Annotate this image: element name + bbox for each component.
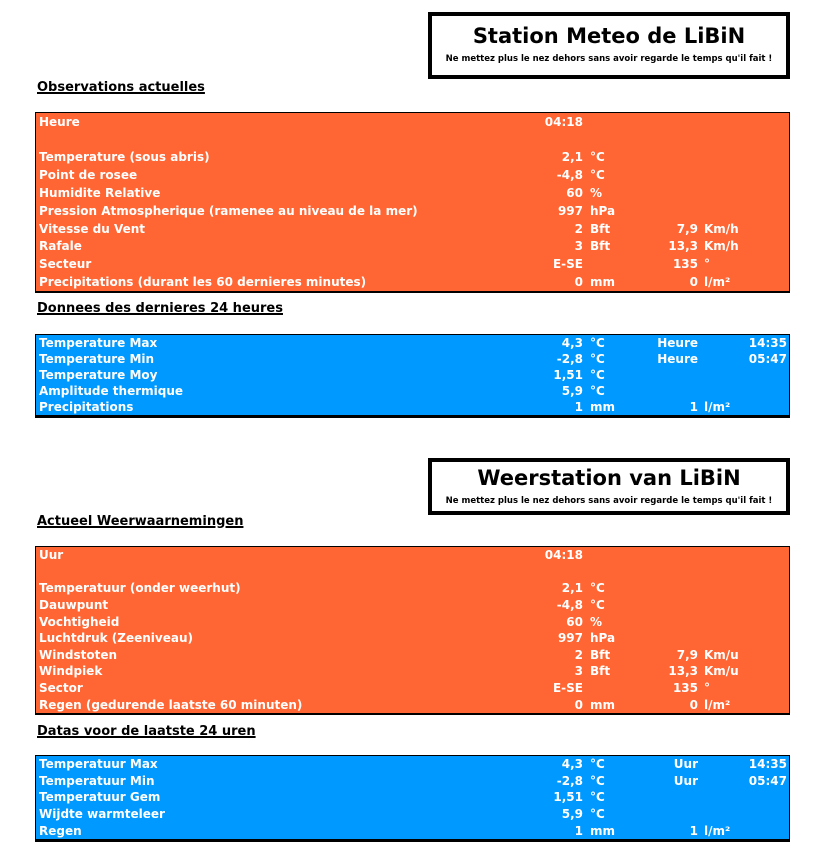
row-label: Temperature Moy <box>39 368 158 382</box>
row-unit: °C <box>590 757 605 772</box>
row-value: 04:18 <box>544 114 583 129</box>
row-label: Uur <box>39 548 64 563</box>
row-value: -4,8 <box>556 168 583 183</box>
row-value-2: 13,3 <box>668 239 698 254</box>
row-value: 60 <box>566 614 583 629</box>
row-label: Temperatuur Max <box>39 757 158 772</box>
station-subtitle-fr: Ne mettez plus le nez dehors sans avoir regarde le temps qu'il fait ! <box>445 54 773 64</box>
table-row <box>36 273 789 291</box>
row-value: 1 <box>574 823 583 838</box>
row-value-2: 0 <box>689 697 698 712</box>
row-unit: mm <box>590 697 616 712</box>
row-unit: °C <box>590 352 605 366</box>
row-unit: mm <box>590 400 616 414</box>
row-value: -2,8 <box>556 773 583 788</box>
station-banner-nl <box>428 458 790 515</box>
row-unit: °C <box>590 790 605 805</box>
table-observations-actuelles <box>35 112 790 293</box>
row-unit: °C <box>590 336 605 350</box>
table-row <box>36 580 789 597</box>
row-label: Temperature Max <box>39 336 158 350</box>
table-row <box>36 547 789 564</box>
row-label: Temperatuur (onder weerhut) <box>39 581 241 596</box>
row-value: 5,9 <box>561 384 583 398</box>
row-label: Humidite Relative <box>39 186 161 201</box>
table-donnees-24-heures <box>35 334 790 418</box>
station-title-nl: Weerstation van LiBiN <box>477 466 741 490</box>
row-value-2: 13,3 <box>668 664 698 679</box>
row-value: 3 <box>574 664 583 679</box>
row-value: 1,51 <box>553 790 583 805</box>
row-value-2: 135 <box>672 681 698 696</box>
station-banner-fr <box>428 12 790 79</box>
row-value-2: 7,9 <box>676 221 698 236</box>
row-label: Regen (gedurende laatste 60 minuten) <box>39 697 303 712</box>
row-value: 4,3 <box>561 336 583 350</box>
row-unit: °C <box>590 150 605 165</box>
heading-actueel-weerwaarnemingen: Actueel Weerwaarnemingen <box>37 514 244 529</box>
row-unit: °C <box>590 773 605 788</box>
row-label: Temperature Min <box>39 352 155 366</box>
row-value-2: Heure <box>657 336 698 350</box>
row-unit-2: Km/h <box>704 239 739 254</box>
row-value: -2,8 <box>556 352 583 366</box>
row-value-2: 7,9 <box>676 647 698 662</box>
row-value: 2,1 <box>561 150 583 165</box>
row-unit-2: Km/u <box>704 647 739 662</box>
row-label: Temperature (sous abris) <box>39 150 210 165</box>
table-row <box>36 220 789 238</box>
table-row <box>36 789 789 806</box>
row-label: Temperatuur Min <box>39 773 155 788</box>
table-row <box>36 630 789 647</box>
row-value: 997 <box>557 631 583 646</box>
row-unit: hPa <box>590 631 616 646</box>
row-label: Wijdte warmteleer <box>39 807 165 822</box>
row-unit: % <box>590 186 603 201</box>
row-label: Amplitude thermique <box>39 384 184 398</box>
heading-donnees-24-heures: Donnees des dernieres 24 heures <box>37 301 283 316</box>
row-label: Vochtigheid <box>39 614 120 629</box>
row-value: 60 <box>566 186 583 201</box>
row-unit-2: l/m² <box>704 697 731 712</box>
row-label: Windstoten <box>39 647 118 662</box>
row-unit: Bft <box>590 221 611 236</box>
row-value: 5,9 <box>561 807 583 822</box>
row-unit-2: ° <box>704 257 710 272</box>
row-time: 05:47 <box>748 352 787 366</box>
row-value-2: 135 <box>672 257 698 272</box>
row-label: Dauwpunt <box>39 598 109 613</box>
table-datas-laatste-24-uren <box>35 755 790 842</box>
row-label: Precipitations <box>39 400 134 414</box>
table-row <box>36 131 789 149</box>
row-unit: % <box>590 614 603 629</box>
row-unit-2: Km/h <box>704 221 739 236</box>
row-value: 4,3 <box>561 757 583 772</box>
table-row <box>36 202 789 220</box>
row-label: Sector <box>39 681 83 696</box>
row-value: 2,1 <box>561 581 583 596</box>
row-unit: mm <box>590 275 616 290</box>
row-value: -4,8 <box>556 598 583 613</box>
row-label: Temperatuur Gem <box>39 790 161 805</box>
table-row <box>36 613 789 630</box>
row-unit: Bft <box>590 647 611 662</box>
station-subtitle-nl: Ne mettez plus le nez dehors sans avoir regarde le temps qu'il fait ! <box>445 496 773 506</box>
row-label: Luchtdruk (Zeeniveau) <box>39 631 193 646</box>
row-value-2: Uur <box>673 757 698 772</box>
row-value: 2 <box>574 221 583 236</box>
row-time: 05:47 <box>748 773 787 788</box>
row-unit: Bft <box>590 664 611 679</box>
table-row <box>36 255 789 273</box>
row-unit: Bft <box>590 239 611 254</box>
heading-observations-actuelles: Observations actuelles <box>37 80 205 95</box>
row-unit: °C <box>590 384 605 398</box>
row-unit-2: Km/u <box>704 664 739 679</box>
table-row <box>36 238 789 256</box>
row-unit: °C <box>590 581 605 596</box>
row-time: 14:35 <box>748 336 787 350</box>
row-label: Regen <box>39 823 82 838</box>
station-title-fr: Station Meteo de LiBiN <box>472 24 746 48</box>
row-value-2: Heure <box>657 352 698 366</box>
row-value: 2 <box>574 647 583 662</box>
row-unit: °C <box>590 168 605 183</box>
row-value-2: 1 <box>689 400 698 414</box>
row-label: Point de rosee <box>39 168 138 183</box>
table-row <box>36 773 789 790</box>
row-unit-2: l/m² <box>704 400 731 414</box>
table-actueel-weerwaarnemingen <box>35 546 790 715</box>
row-unit-2: l/m² <box>704 823 731 838</box>
table-row <box>36 680 789 697</box>
table-row <box>36 166 789 184</box>
table-row <box>36 383 789 399</box>
row-label: Heure <box>39 114 80 129</box>
row-unit: °C <box>590 807 605 822</box>
table-row <box>36 756 789 773</box>
row-label: Windpiek <box>39 664 103 679</box>
table-row <box>36 822 789 839</box>
row-value: 997 <box>557 203 583 218</box>
row-value: 0 <box>574 275 583 290</box>
row-value: 1,51 <box>553 368 583 382</box>
row-value: 1 <box>574 400 583 414</box>
table-row <box>36 564 789 581</box>
row-unit-2: ° <box>704 681 710 696</box>
row-value: 3 <box>574 239 583 254</box>
row-unit: °C <box>590 598 605 613</box>
row-value: E-SE <box>552 681 583 696</box>
table-row <box>36 351 789 367</box>
row-time: 14:35 <box>748 757 787 772</box>
row-unit: hPa <box>590 203 616 218</box>
table-row <box>36 806 789 823</box>
table-row <box>36 597 789 614</box>
table-row <box>36 696 789 713</box>
row-label: Rafale <box>39 239 82 254</box>
row-unit: °C <box>590 368 605 382</box>
row-label: Precipitations (durant les 60 dernieres minutes) <box>39 275 367 290</box>
row-value-2: 1 <box>689 823 698 838</box>
table-row <box>36 184 789 202</box>
row-unit-2: l/m² <box>704 275 731 290</box>
row-value-2: 0 <box>689 275 698 290</box>
table-row <box>36 399 789 415</box>
row-label: Pression Atmospherique (ramenee au niveau de la mer) <box>39 203 418 218</box>
table-row <box>36 149 789 167</box>
heading-datas-laatste-24-uren: Datas voor de laatste 24 uren <box>37 724 256 739</box>
table-row <box>36 335 789 351</box>
table-row <box>36 663 789 680</box>
row-label: Vitesse du Vent <box>39 221 146 236</box>
table-row <box>36 113 789 131</box>
row-value-2: Uur <box>673 773 698 788</box>
row-value: 0 <box>574 697 583 712</box>
table-row <box>36 647 789 664</box>
row-value: 04:18 <box>544 548 583 563</box>
row-label: Secteur <box>39 257 92 272</box>
row-value: E-SE <box>552 257 583 272</box>
table-row <box>36 367 789 383</box>
row-unit: mm <box>590 823 616 838</box>
